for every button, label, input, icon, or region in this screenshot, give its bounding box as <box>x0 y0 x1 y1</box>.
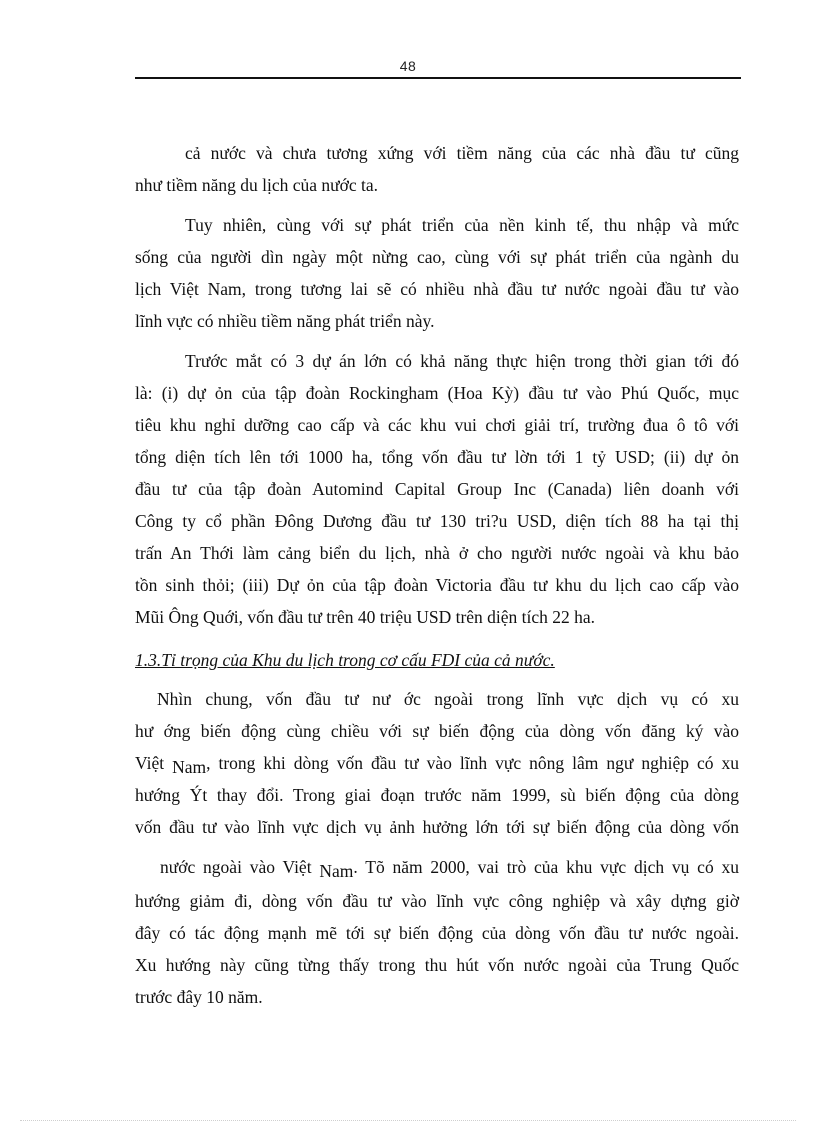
page-number: 48 <box>399 58 417 74</box>
header-rule <box>135 77 741 79</box>
text-line <box>135 752 739 777</box>
text-line: Mũi Ông Quới, vốn đầu tư trên 40 triệu USD trên diện tích 22 ha. <box>135 607 596 627</box>
text-line: tiêu khu nghỉ dưỡng cao cấp và các khu vui chơi giải trí, trường đua ô tô với <box>135 415 739 435</box>
text-line: trấn An Thới làm cảng biển du lịch, nhà ở cho người nước ngoài và khu bảo <box>135 543 739 563</box>
text-line: như tiềm năng du lịch của nước ta. <box>135 175 379 195</box>
text-fragment: Nam <box>319 861 354 881</box>
text-line: Xu hướng này cũng từng thấy trong thu hút vốn nước ngoài của Trung Quốc <box>135 955 739 975</box>
text-line <box>160 856 739 881</box>
text-line: Trước mắt có 3 dự án lớn có khả năng thực hiện trong thời gian tới đó <box>185 351 739 371</box>
text-line: hướng Ýt thay đổi. Trong giai đoạn trước năm 1999, sù biến động của dòng <box>135 785 739 805</box>
text-fragment: , trong khi dòng vốn đầu tư vào lĩnh vực nông lâm ngư nghiệp có xu <box>206 753 739 773</box>
text-line: lịch Việt Nam, trong tương lai sẽ có nhiều nhà đầu tư nước ngoài đầu tư vào <box>135 279 739 299</box>
text-line: trước đây 10 năm. <box>135 987 263 1007</box>
text-line: lĩnh vực có nhiều tiềm năng phát triển này. <box>135 311 435 331</box>
text-line: Nhìn chung, vốn đầu tư nư ớc ngoài trong lĩnh vực dịch vụ có xu <box>157 689 739 709</box>
text-line: cả nước và chưa tương xứng với tiềm năng của các nhà đầu tư cũng <box>185 143 739 163</box>
text-line: hướng giảm đi, dòng vốn đầu tư vào lĩnh vực công nghiệp và xây dựng giờ <box>135 891 739 911</box>
text-line: Tuy nhiên, cùng với sự phát triển của nền kinh tế, thu nhập và mức <box>185 215 739 235</box>
text-line: là: (i) dự ỏn của tập đoàn Rockingham (Hoa Kỳ) đầu tư vào Phú Quốc, mục <box>135 383 739 403</box>
text-fragment: Việt <box>135 753 173 773</box>
text-line: hư ớng biến động cùng chiều với sự biến động của dòng vốn đăng ký vào <box>135 721 739 741</box>
text-fragment: . Tõ năm 2000, vai trò của khu vực dịch vụ có xu <box>353 857 739 877</box>
text-line: vốn đầu tư vào lĩnh vực dịch vụ ảnh hưởng lớn tới sự biến động của dòng vốn <box>135 817 739 837</box>
text-fragment: nước ngoài vào Việt <box>160 857 320 877</box>
section-heading: 1.3.Tỉ trọng của Khu du lịch trong cơ cấu FDI của cả nước. <box>135 650 555 670</box>
text-line: sống của người dìn ngày một nừng cao, cùng với sự phát triển của ngành du <box>135 247 739 267</box>
text-line: Công ty cổ phần Đông Dương đầu tư 130 tri?u USD, diện tích 88 ha tại thị <box>135 511 739 531</box>
text-line: đây có tác động mạnh mẽ tới sự biến động của dòng vốn đầu tư nước ngoài. <box>135 923 739 943</box>
page-bottom-border <box>20 1120 796 1121</box>
text-fragment: Nam <box>172 757 207 777</box>
text-line: tổng diện tích lên tới 1000 ha, tổng vốn đầu tư lờn tới 1 tỷ USD; (ii) dự ỏn <box>135 447 739 467</box>
text-line: đầu tư của tập đoàn Automind Capital Group Inc (Canada) liên doanh với <box>135 479 739 499</box>
text-line: tồn sinh thỏi; (iii) Dự ỏn của tập đoàn Victoria đầu tư khu du lịch cao cấp vào <box>135 575 739 595</box>
